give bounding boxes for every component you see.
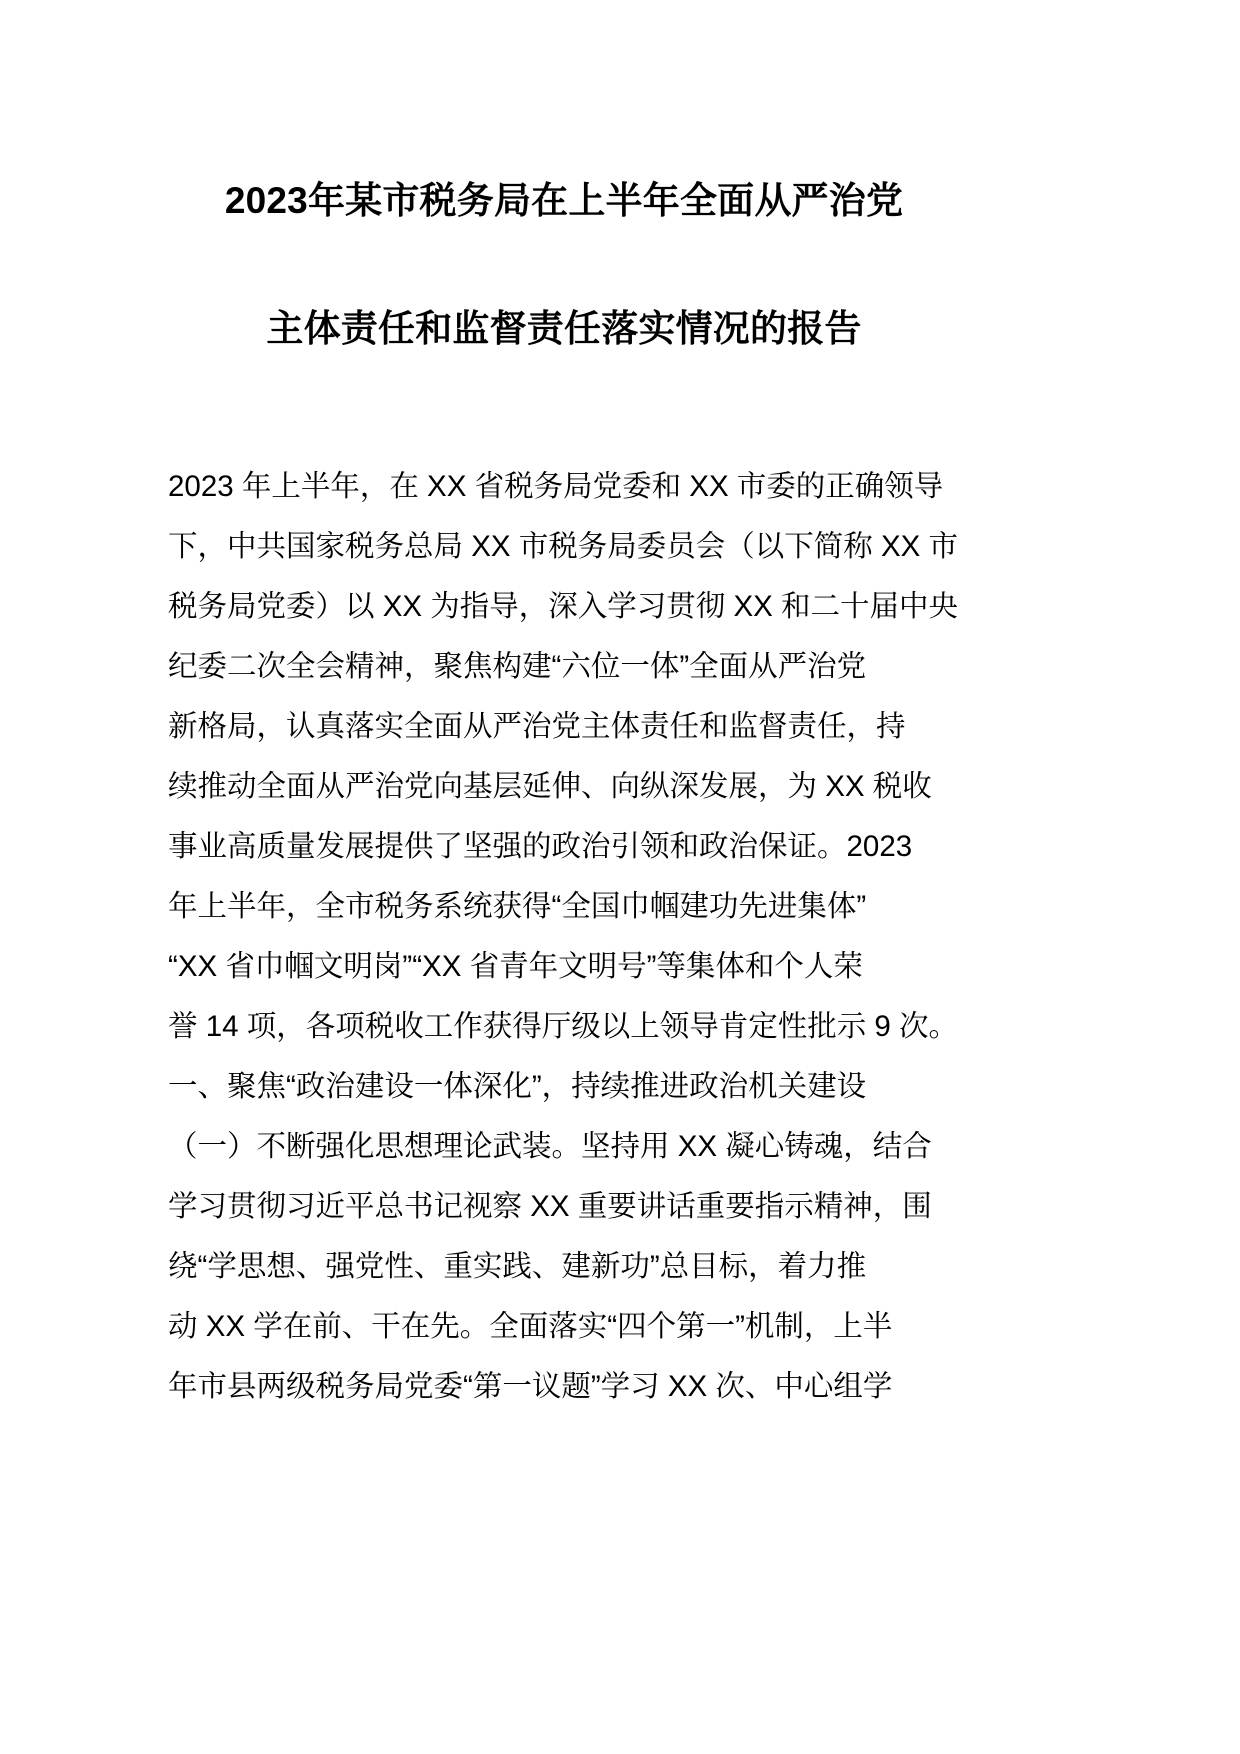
body-text-line: 一、聚焦“政治建设一体深化”，持续推进政治机关建设	[168, 1070, 867, 1103]
page-title	[168, 182, 960, 347]
body-line	[168, 637, 960, 697]
body-line	[168, 937, 960, 997]
page-title-line-2: 主体责任和监督责任落实情况的报告	[266, 308, 862, 349]
body-text-line: 2023 年上半年，在 XX 省税务局党委和 XX 市委的正确领导	[168, 470, 944, 503]
body-line	[168, 1357, 960, 1417]
body-line	[168, 1177, 960, 1237]
body-line	[168, 817, 960, 877]
body-text-line: 事业高质量发展提供了坚强的政治引领和政治保证。2023	[168, 830, 913, 863]
body-line	[168, 1237, 960, 1297]
body-text-line: 年市县两级税务局党委“第一议题”学习 XX 次、中心组学	[168, 1370, 893, 1403]
document-text-block	[168, 457, 960, 1417]
body-text-line: 税务局党委）以 XX 为指导，深入学习贯彻 XX 和二十届中央	[168, 590, 958, 623]
body-line	[168, 1117, 960, 1177]
body-text-line: 年上半年，全市税务系统获得“全国巾帼建功先进集体”	[168, 890, 867, 923]
body-text-line: “XX 省巾帼文明岗”“XX 省青年文明号”等集体和个人荣	[168, 950, 863, 983]
body-line	[168, 1297, 960, 1357]
body-line	[168, 697, 960, 757]
body-text-line: 绕“学思想、强党性、重实践、建新功”总目标，着力推	[168, 1250, 867, 1283]
body-text-line: 纪委二次全会精神，聚焦构建“六位一体”全面从严治党	[168, 650, 867, 683]
body-text-line: 新格局，认真落实全面从严治党主体责任和监督责任，持	[168, 710, 906, 743]
body-line	[168, 577, 960, 637]
body-line	[168, 457, 960, 517]
body-text-line: 续推动全面从严治党向基层延伸、向纵深发展，为 XX 税收	[168, 770, 932, 803]
body-line	[168, 877, 960, 937]
body-text-line: 誉 14 项，各项税收工作获得厅级以上领导肯定性批示 9 次。	[168, 1010, 959, 1043]
page-title-line-1: 2023年某市税务局在上半年全面从严治党	[224, 180, 904, 221]
body-line	[168, 517, 960, 577]
body-line	[168, 757, 960, 817]
document-body	[168, 0, 960, 1417]
body-text-line: （一）不断强化思想理论武装。坚持用 XX 凝心铸魂，结合	[168, 1130, 932, 1163]
body-line	[168, 1057, 960, 1117]
body-text-line: 动 XX 学在前、干在先。全面落实“四个第一”机制，上半	[168, 1310, 893, 1343]
body-line	[168, 997, 960, 1057]
body-text-line: 学习贯彻习近平总书记视察 XX 重要讲话重要指示精神，围	[168, 1190, 932, 1223]
body-text-line: 下，中共国家税务总局 XX 市税务局委员会（以下简称 XX 市	[168, 530, 958, 563]
